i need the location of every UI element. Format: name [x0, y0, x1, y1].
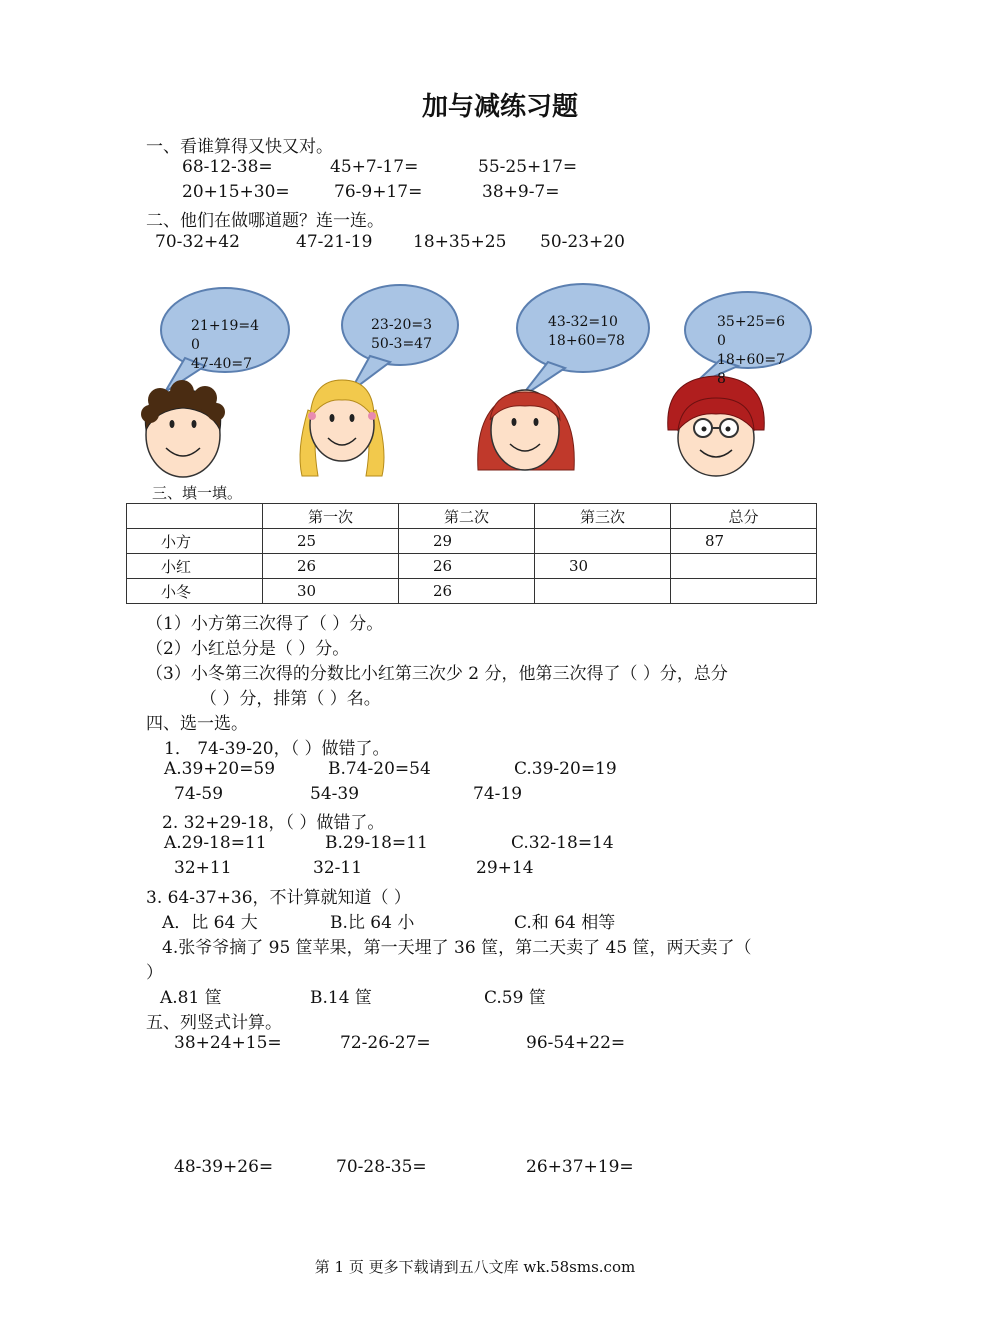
s2-problem: 70-32+42: [155, 232, 240, 252]
bubble-line: 23-20=3: [371, 317, 432, 333]
bubble-2-text: [371, 316, 451, 354]
bubble-line: 0: [191, 337, 200, 353]
s2-problem: 47-21-19: [296, 232, 373, 252]
s5-problem: 48-39+26=: [174, 1157, 274, 1177]
table-cell: 26: [399, 579, 535, 604]
s1-problem: 68-12-38=: [182, 157, 273, 177]
s4-q1-sub: 74-19: [473, 784, 523, 804]
table-cell: [535, 579, 671, 604]
s4-q1-option: C.39-20=19: [514, 759, 617, 779]
s4-question-2: 2. 32+29-18，（ ）做错了。: [162, 813, 385, 833]
table-cell: 26: [399, 554, 535, 579]
s5-problem: 70-28-35=: [336, 1157, 427, 1177]
s1-problem: 55-25+17=: [478, 157, 578, 177]
boy-face-icon: [141, 380, 225, 477]
table-header-cell: 第一次: [263, 504, 399, 529]
s4-question-4: 4.张爷爷摘了 95 筐苹果，第一天埋了 36 筐，第二天卖了 45 筐，两天卖了（: [162, 938, 752, 958]
section-3-heading: 三、填一填。: [152, 484, 243, 502]
granny-face-icon: [668, 376, 765, 476]
s1-problem: 38+9-7=: [482, 182, 560, 202]
table-cell: 30: [263, 579, 399, 604]
bubble-line: 18+60=78: [548, 333, 625, 349]
girl-blonde-face-icon: [300, 380, 384, 476]
s4-q3-option: B.比 64 小: [330, 913, 415, 933]
s1-problem: 20+15+30=: [182, 182, 290, 202]
table-cell: 25: [263, 529, 399, 554]
table-cell: 29: [399, 529, 535, 554]
children-illustration: [0, 280, 950, 490]
s4-q2-option: A.29-18=11: [164, 833, 267, 853]
s2-problem: 18+35+25: [413, 232, 507, 252]
section-4-heading: 四、选一选。: [146, 714, 248, 734]
table-cell: 26: [263, 554, 399, 579]
s4-q3-option: C.和 64 相等: [514, 913, 616, 933]
s4-q1-sub: 54-39: [310, 784, 360, 804]
page-title: 加与减练习题: [421, 92, 578, 122]
page-footer: 第 1 页 更多下载请到五八文库 wk.58sms.com: [314, 1258, 636, 1276]
section-2-heading: 二、他们在做哪道题？连一连。: [146, 211, 384, 231]
bubble-line: 35+25=6: [717, 314, 785, 330]
s3-question-3: （3）小冬第三次得的分数比小红第三次少 2 分，他第三次得了（ ）分，总分: [146, 664, 728, 684]
s3-question-3-cont: （ ）分，排第（ ）名。: [200, 689, 381, 709]
s4-q1-option: B.74-20=54: [328, 759, 431, 779]
table-cell: 30: [535, 554, 671, 579]
bubble-4-text: [717, 313, 789, 378]
score-table: [126, 503, 817, 604]
bubble-line: [717, 370, 789, 378]
s4-question-4-cont: ）: [146, 963, 163, 983]
s5-problem: 72-26-27=: [340, 1033, 431, 1053]
table-row: [127, 529, 817, 554]
table-cell: 小红: [127, 554, 263, 579]
table-cell: [671, 554, 817, 579]
s3-question-1: （1）小方第三次得了（ ）分。: [146, 614, 384, 634]
table-cell: 小方: [127, 529, 263, 554]
s4-question-1: 1． 74-39-20，（ ）做错了。: [164, 739, 390, 759]
table-header-cell: 第三次: [535, 504, 671, 529]
s4-q4-option: C.59 筐: [484, 988, 546, 1008]
s5-problem: 26+37+19=: [526, 1157, 634, 1177]
bubble-line: 43-32=10: [548, 314, 618, 330]
table-header-row: [127, 504, 817, 529]
table-header-cell: 第二次: [399, 504, 535, 529]
bubble-line: 47-40=7: [191, 356, 252, 372]
table-header-cell: 总分: [671, 504, 817, 529]
bubble-line: 50-3=47: [371, 336, 432, 352]
bubble-1-text: [191, 317, 263, 374]
s4-q2-option: C.32-18=14: [511, 833, 614, 853]
s4-q2-sub: 29+14: [476, 858, 534, 878]
s1-problem: 76-9+17=: [334, 182, 423, 202]
s4-q1-option: A.39+20=59: [164, 759, 276, 779]
table-cell: [535, 529, 671, 554]
s4-q2-option: B.29-18=11: [325, 833, 428, 853]
s3-question-2: （2）小红总分是（ ）分。: [146, 639, 350, 659]
s5-problem: 96-54+22=: [526, 1033, 626, 1053]
bubble-3-text: [548, 313, 638, 351]
s4-q4-option: B.14 筐: [310, 988, 372, 1008]
s4-q3-option: A．比 64 大: [162, 913, 258, 933]
s4-q4-option: A.81 筐: [160, 988, 222, 1008]
s5-problem: 38+24+15=: [174, 1033, 282, 1053]
s4-q2-sub: 32-11: [313, 858, 363, 878]
s4-q2-sub: 32+11: [174, 858, 232, 878]
section-5-heading: 五、列竖式计算。: [146, 1013, 282, 1033]
section-1-heading: 一、看谁算得又快又对。: [146, 137, 333, 157]
table-cell: [671, 579, 817, 604]
table-header-cell: [127, 504, 263, 529]
table-row: [127, 554, 817, 579]
s2-problem: 50-23+20: [540, 232, 625, 252]
s4-question-3: 3. 64-37+36，不计算就知道（ ）: [146, 888, 411, 908]
table-cell: 小冬: [127, 579, 263, 604]
s4-q1-sub: 74-59: [174, 784, 224, 804]
bubble-line: 18+60=7: [717, 352, 785, 368]
girl-red-face-icon: [478, 390, 575, 470]
bubble-line: 21+19=4: [191, 318, 259, 334]
s1-problem: 45+7-17=: [330, 157, 419, 177]
table-cell: 87: [671, 529, 817, 554]
table-row: [127, 579, 817, 604]
bubble-line: 0: [717, 333, 726, 349]
